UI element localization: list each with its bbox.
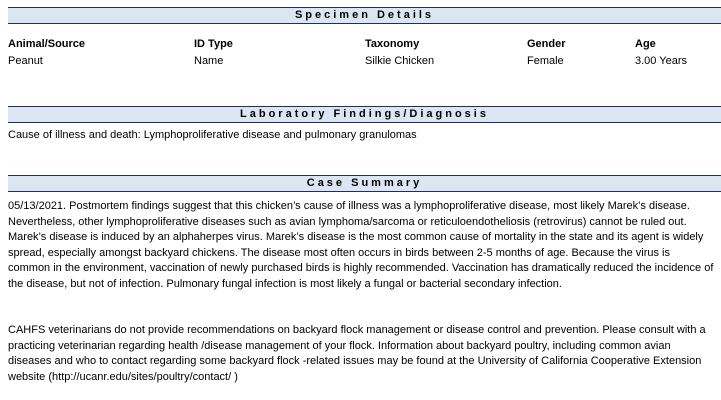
case-summary-paragraph-2: CAHFS veterinarians do not provide recommendations on backyard flock management or disease control and prevention. Please consult with a practicing veterinarian regarding health /disease management of your flock. Information about backyard poultry, including common avian diseases and who to contact regarding some backyard flock -related issues may be found at the University of California Cooperative Extension website (http://ucanr.edu/sites/poultry/contact/ ) — [8, 324, 706, 383]
id-type-value: Name — [194, 55, 224, 67]
animal-source-header: Animal/Source — [8, 38, 86, 50]
gender-value: Female — [527, 55, 564, 67]
taxonomy-value: Silkie Chicken — [365, 55, 435, 67]
specimen-col-age — [635, 37, 687, 69]
case-summary-header: Case Summary — [8, 175, 721, 192]
specimen-col-gender — [527, 37, 566, 69]
taxonomy-header: Taxonomy — [365, 38, 420, 50]
case-summary-paragraph-1: 05/13/2021. Postmortem findings suggest that this chicken’s cause of illness was a lymphoproliferative disease, most likely Marek’s disease. Nevertheless, other lymphoproliferative diseases such as avian lymphoma/sarcoma or reticuloendotheliosis (retrovirus) cannot be ruled out. Marek’s disease is induced by an alphaherpes virus. Marek’s disease is the most common cause of mortality in the state and its agent is widely spread, especially amongst backyard chickens. The disease most often occurs in birds between 2-5 months of age. Because the virus is common in the environment, vaccination of newly purchased birds is highly recommended. Vaccination has dramatically reduced the incidence of the disease, but not of infection. Pulmonary fungal infection is most likely a fungal or bacterial secondary infection. — [8, 200, 714, 290]
specimen-col-id-type — [194, 37, 233, 69]
diagnosis-text: Cause of illness and death: Lymphoproliferative disease and pulmonary granulomas — [8, 129, 417, 141]
specimen-details-header: Specimen Details — [8, 7, 721, 24]
gender-header: Gender — [527, 38, 566, 50]
id-type-header: ID Type — [194, 38, 233, 50]
age-value: 3.00 Years — [635, 55, 687, 67]
animal-source-value: Peanut — [8, 55, 43, 67]
laboratory-findings-header: Laboratory Findings/Diagnosis — [8, 106, 721, 123]
specimen-col-animal-source — [8, 37, 85, 69]
age-header: Age — [635, 38, 656, 50]
specimen-col-taxonomy — [365, 37, 434, 69]
